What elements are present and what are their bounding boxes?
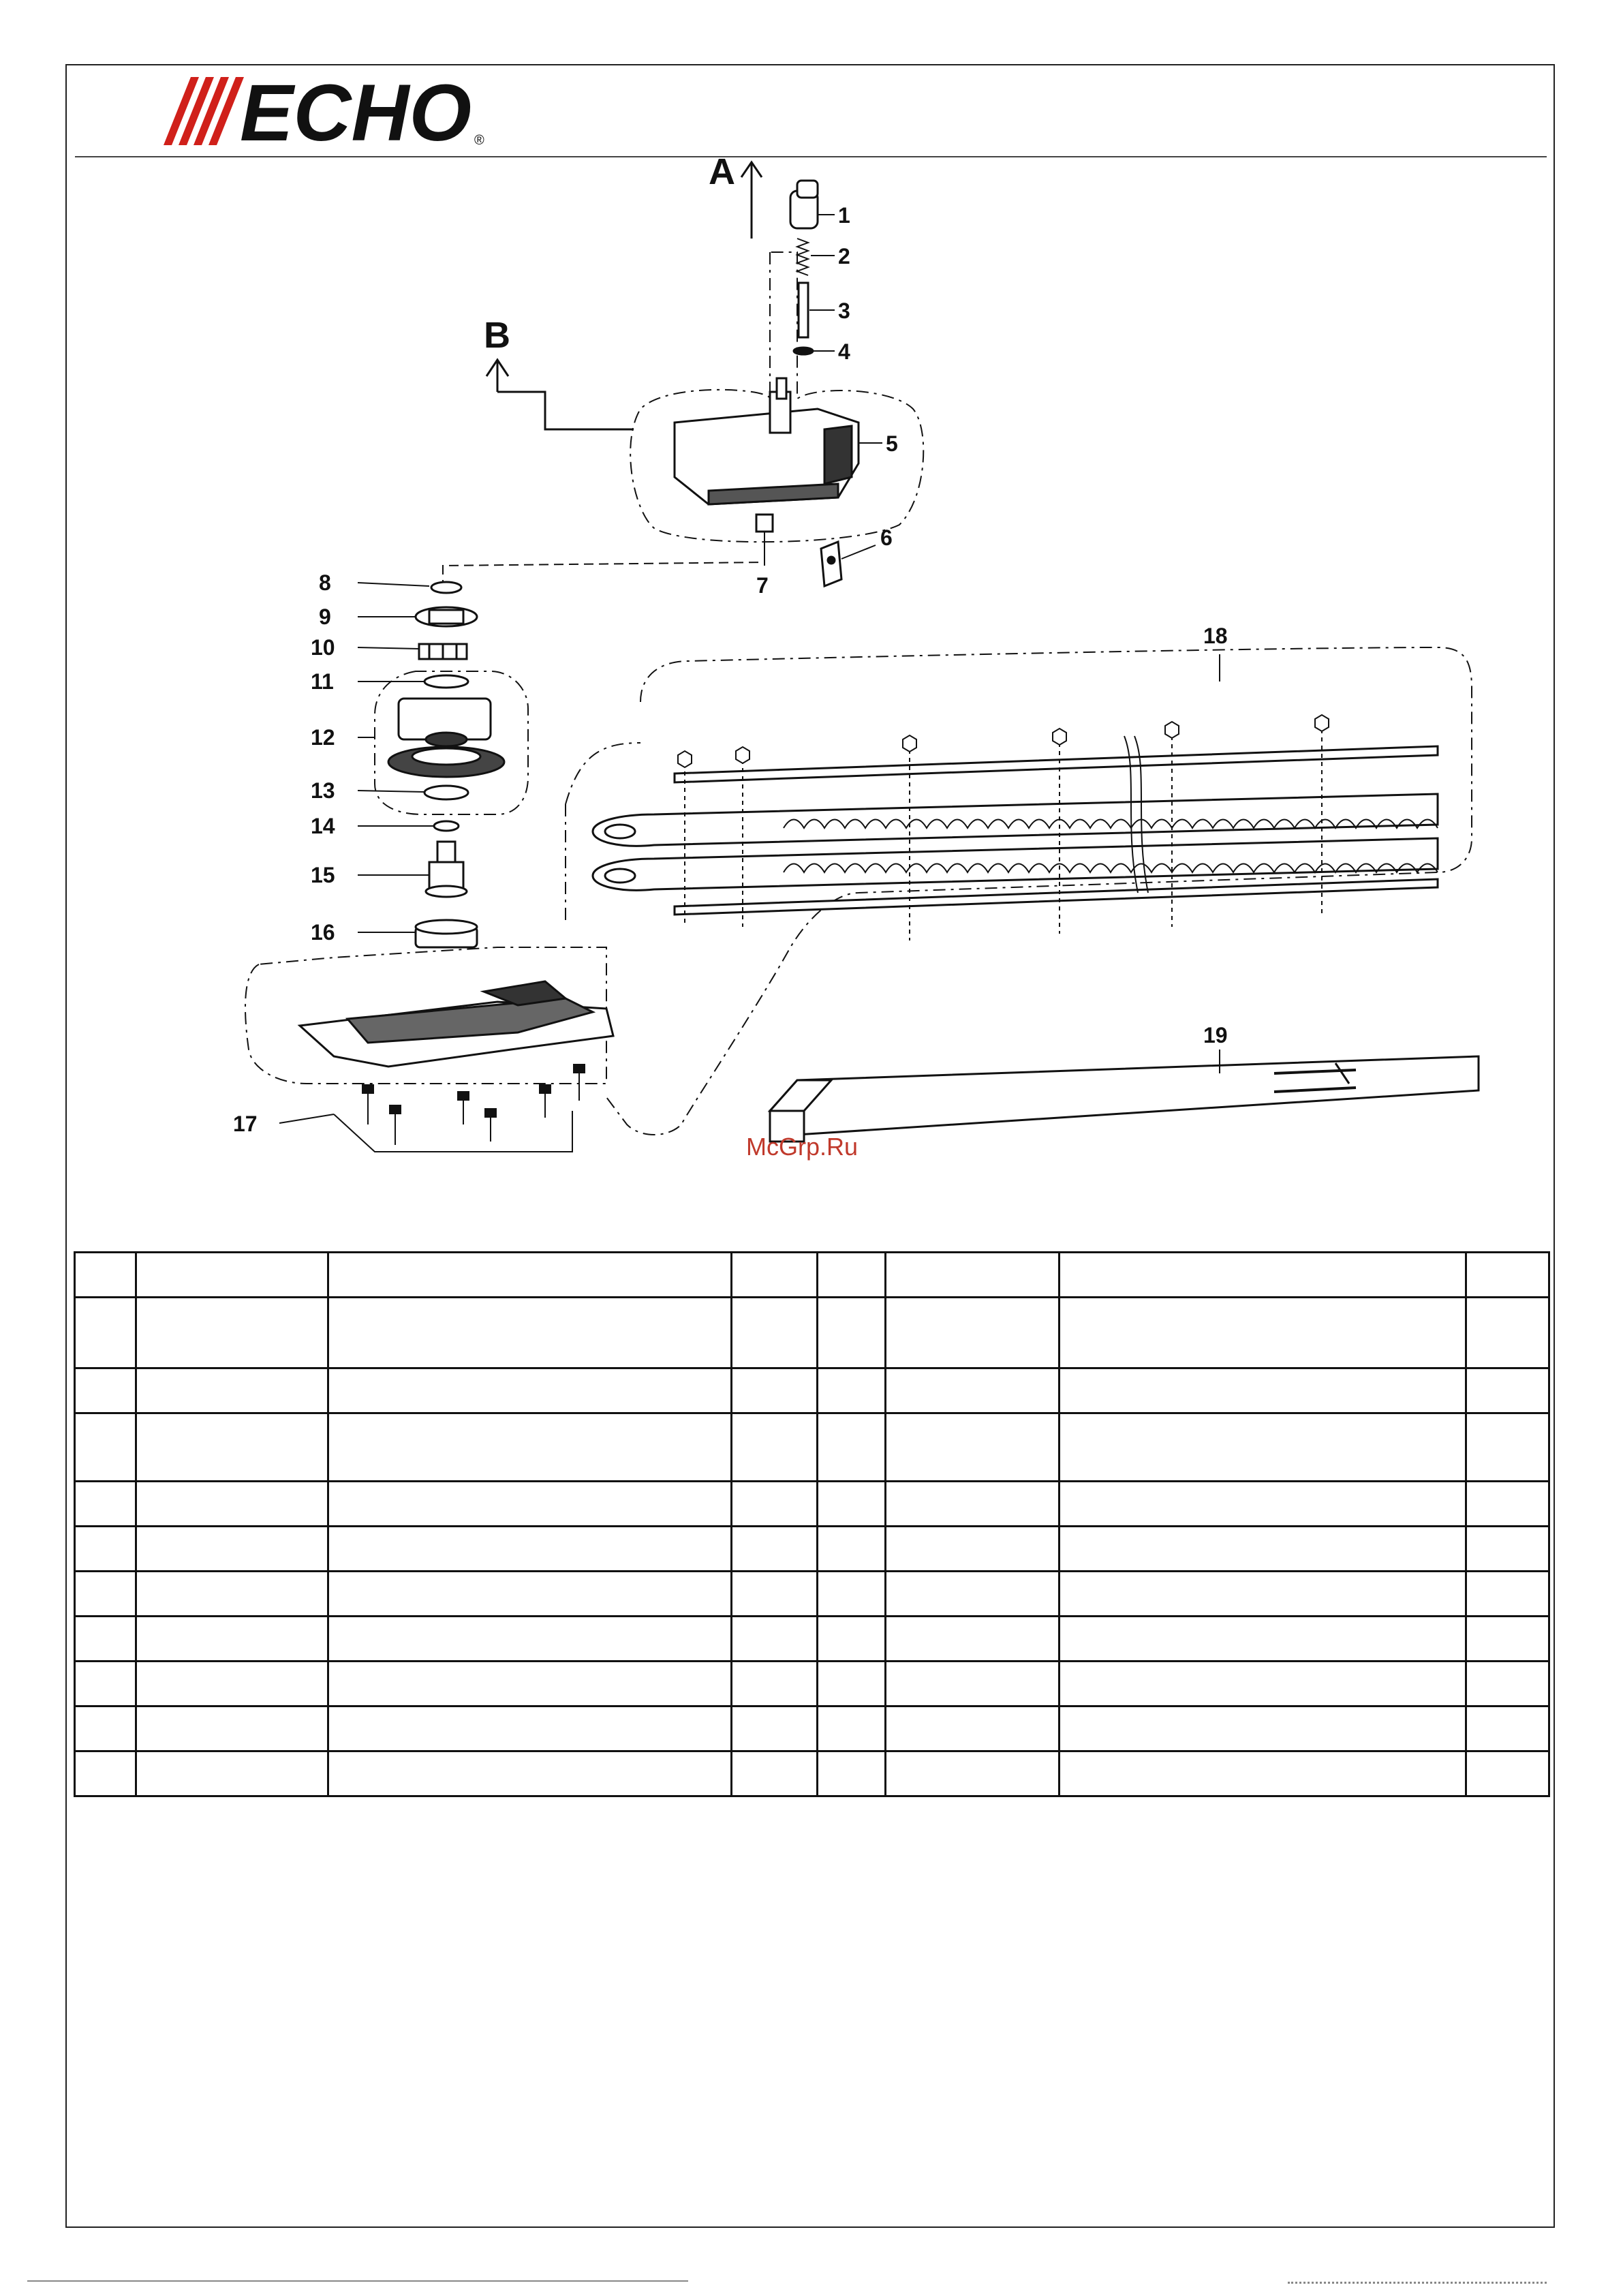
table-cell bbox=[1060, 1662, 1466, 1706]
table-cell bbox=[136, 1298, 328, 1368]
arrow-b-icon bbox=[486, 360, 634, 429]
table-cell bbox=[732, 1662, 818, 1706]
part-15-shaft bbox=[426, 842, 467, 897]
callout-9: 9 bbox=[319, 604, 331, 629]
table-row bbox=[75, 1482, 1549, 1527]
table-cell bbox=[1466, 1482, 1549, 1527]
table-cell bbox=[732, 1253, 818, 1298]
part-17-gear-case bbox=[300, 981, 613, 1067]
callout-8: 8 bbox=[319, 570, 331, 595]
table-cell bbox=[886, 1413, 1060, 1482]
table-cell bbox=[886, 1527, 1060, 1572]
arrow-b-label: B bbox=[484, 315, 510, 356]
table-cell bbox=[732, 1298, 818, 1368]
table-cell bbox=[75, 1751, 136, 1796]
watermark: McGrp.Ru bbox=[746, 1133, 859, 1161]
part-2-spring bbox=[797, 239, 808, 275]
table-cell bbox=[75, 1482, 136, 1527]
callout-3: 3 bbox=[838, 299, 850, 323]
table-cell bbox=[1466, 1572, 1549, 1617]
table-cell bbox=[136, 1413, 328, 1482]
table-cell bbox=[818, 1706, 886, 1751]
exploded-parts-diagram bbox=[75, 157, 1547, 1199]
part-3-pin bbox=[799, 283, 808, 337]
callout-15: 15 bbox=[311, 863, 335, 887]
part-12-gear-assembly bbox=[388, 699, 504, 777]
table-cell bbox=[1060, 1368, 1466, 1413]
parts-table-body bbox=[75, 1253, 1549, 1796]
table-cell bbox=[328, 1527, 732, 1572]
table-cell bbox=[886, 1482, 1060, 1527]
table-cell bbox=[886, 1706, 1060, 1751]
table-cell bbox=[886, 1368, 1060, 1413]
table-cell bbox=[328, 1413, 732, 1482]
callout-11: 11 bbox=[311, 669, 334, 694]
callout-14: 14 bbox=[311, 814, 335, 838]
table-cell bbox=[1060, 1298, 1466, 1368]
table-cell bbox=[1060, 1751, 1466, 1796]
logo-registered-mark: ® bbox=[474, 133, 484, 148]
callout-6: 6 bbox=[880, 525, 893, 550]
table-row bbox=[75, 1298, 1549, 1368]
table-cell bbox=[75, 1662, 136, 1706]
table-cell bbox=[328, 1706, 732, 1751]
logo-wordmark: ECHO bbox=[240, 74, 472, 149]
table-cell bbox=[136, 1368, 328, 1413]
table-cell bbox=[818, 1617, 886, 1662]
callout-4: 4 bbox=[838, 339, 850, 364]
table-cell bbox=[818, 1527, 886, 1572]
table-cell bbox=[1466, 1413, 1549, 1482]
table-cell bbox=[136, 1527, 328, 1572]
table-cell bbox=[136, 1662, 328, 1706]
part-10-gear bbox=[419, 644, 467, 659]
callout-12: 12 bbox=[311, 725, 335, 750]
callout-19: 19 bbox=[1203, 1023, 1228, 1047]
table-cell bbox=[1466, 1662, 1549, 1706]
part-11-washer bbox=[424, 675, 468, 688]
table-row bbox=[75, 1527, 1549, 1572]
table-cell bbox=[818, 1662, 886, 1706]
table-cell bbox=[1466, 1527, 1549, 1572]
part-6-clip bbox=[821, 542, 841, 586]
table-cell bbox=[136, 1751, 328, 1796]
callout-16: 16 bbox=[311, 920, 335, 945]
table-cell bbox=[1466, 1751, 1549, 1796]
part-9-coupler bbox=[416, 607, 477, 626]
arrow-a-label: A bbox=[709, 157, 735, 192]
table-cell bbox=[818, 1298, 886, 1368]
callout-5: 5 bbox=[886, 431, 898, 456]
table-cell bbox=[328, 1662, 732, 1706]
callout-13: 13 bbox=[311, 778, 335, 803]
table-cell bbox=[1060, 1572, 1466, 1617]
part-13-washer bbox=[424, 786, 468, 799]
table-cell bbox=[328, 1572, 732, 1617]
callout-18: 18 bbox=[1203, 624, 1228, 648]
table-row bbox=[75, 1368, 1549, 1413]
table-cell bbox=[1060, 1482, 1466, 1527]
footer-rule bbox=[27, 2280, 688, 2282]
table-cell bbox=[1466, 1617, 1549, 1662]
table-cell bbox=[328, 1617, 732, 1662]
table-row bbox=[75, 1662, 1549, 1706]
table-cell bbox=[818, 1368, 886, 1413]
table-cell bbox=[732, 1706, 818, 1751]
table-cell bbox=[818, 1482, 886, 1527]
logo-stripes-icon bbox=[164, 77, 244, 145]
table-cell bbox=[1060, 1706, 1466, 1751]
table-cell bbox=[136, 1572, 328, 1617]
table-cell bbox=[1060, 1617, 1466, 1662]
table-cell bbox=[818, 1413, 886, 1482]
table-cell bbox=[886, 1298, 1060, 1368]
table-row bbox=[75, 1751, 1549, 1796]
part-4-washer bbox=[794, 348, 813, 354]
table-cell bbox=[886, 1253, 1060, 1298]
part-8-washer bbox=[431, 582, 461, 593]
table-row bbox=[75, 1572, 1549, 1617]
table-cell bbox=[75, 1368, 136, 1413]
table-cell bbox=[75, 1617, 136, 1662]
table-cell bbox=[1466, 1368, 1549, 1413]
table-cell bbox=[886, 1617, 1060, 1662]
arrow-a-icon bbox=[741, 162, 762, 239]
table-cell bbox=[1466, 1253, 1549, 1298]
table-row bbox=[75, 1413, 1549, 1482]
table-cell bbox=[818, 1253, 886, 1298]
table-cell bbox=[75, 1527, 136, 1572]
echo-logo bbox=[157, 74, 497, 149]
table-cell bbox=[1060, 1413, 1466, 1482]
table-cell bbox=[328, 1751, 732, 1796]
table-cell bbox=[1060, 1253, 1466, 1298]
table-cell bbox=[1466, 1298, 1549, 1368]
callout-7: 7 bbox=[756, 573, 769, 598]
table-cell bbox=[886, 1572, 1060, 1617]
table-cell bbox=[732, 1413, 818, 1482]
table-cell bbox=[75, 1706, 136, 1751]
footer-marks bbox=[1288, 2282, 1547, 2288]
table-cell bbox=[732, 1617, 818, 1662]
table-cell bbox=[328, 1482, 732, 1527]
table-cell bbox=[75, 1572, 136, 1617]
table-cell bbox=[886, 1662, 1060, 1706]
table-row bbox=[75, 1617, 1549, 1662]
part-7-bushing bbox=[756, 515, 773, 532]
table-cell bbox=[136, 1482, 328, 1527]
table-row bbox=[75, 1706, 1549, 1751]
callout-17: 17 bbox=[233, 1112, 258, 1136]
part-14-ring bbox=[434, 821, 459, 831]
callout-2: 2 bbox=[838, 244, 850, 269]
table-cell bbox=[886, 1751, 1060, 1796]
table-cell bbox=[75, 1253, 136, 1298]
table-cell bbox=[1466, 1706, 1549, 1751]
part-5-housing bbox=[675, 378, 859, 504]
part-17-screws bbox=[362, 1065, 585, 1145]
parts-table bbox=[74, 1251, 1550, 1797]
table-cell bbox=[818, 1572, 886, 1617]
table-cell bbox=[328, 1253, 732, 1298]
table-cell bbox=[732, 1572, 818, 1617]
table-cell bbox=[328, 1298, 732, 1368]
table-cell bbox=[136, 1253, 328, 1298]
table-cell bbox=[1060, 1527, 1466, 1572]
table-cell bbox=[732, 1368, 818, 1413]
table-cell bbox=[136, 1617, 328, 1662]
table-cell bbox=[75, 1413, 136, 1482]
table-cell bbox=[818, 1751, 886, 1796]
table-cell bbox=[732, 1751, 818, 1796]
table-cell bbox=[732, 1482, 818, 1527]
table-row bbox=[75, 1253, 1549, 1298]
callout-1: 1 bbox=[838, 203, 850, 228]
table-cell bbox=[732, 1527, 818, 1572]
part-1-cap bbox=[790, 181, 818, 228]
part-16-bearing bbox=[416, 920, 477, 947]
callout-10: 10 bbox=[311, 635, 335, 660]
table-cell bbox=[136, 1706, 328, 1751]
table-cell bbox=[75, 1298, 136, 1368]
part-19-guard bbox=[770, 1056, 1479, 1142]
table-cell bbox=[328, 1368, 732, 1413]
